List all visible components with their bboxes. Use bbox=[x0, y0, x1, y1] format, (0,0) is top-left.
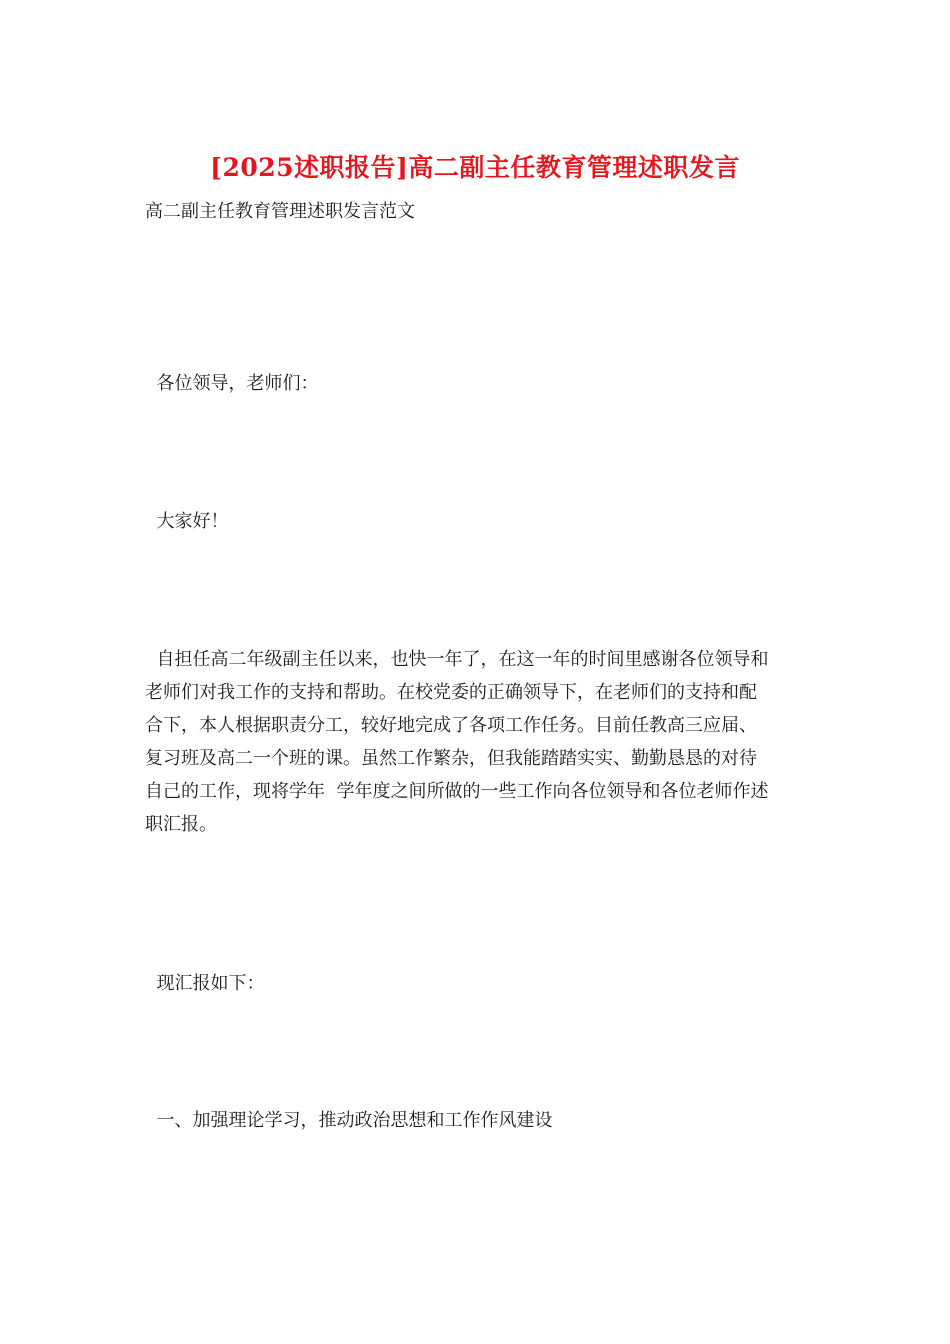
body-line: 职汇报。 bbox=[145, 814, 217, 835]
section-heading: 一、加强理论学习，推动政治思想和工作作风建设 bbox=[145, 1110, 553, 1131]
body-paragraph bbox=[145, 643, 810, 841]
body-line: 老师们对我工作的支持和帮助。在校党委的正确领导下，在老师们的支持和配 bbox=[145, 682, 757, 703]
greeting-paragraph: 各位领导，老师们： bbox=[145, 373, 319, 394]
body-line: 自担任高二年级副主任以来，也快一年了，在这一年的时间里感谢各位领导和 bbox=[145, 649, 769, 670]
document-title: [2025述职报告]高二副主任教育管理述职发言 bbox=[210, 153, 740, 182]
hello-paragraph: 大家好！ bbox=[145, 511, 229, 532]
body-line: 合下，本人根据职责分工，较好地完成了各项工作任务。目前任教高三应届、 bbox=[145, 715, 757, 736]
report-intro-paragraph: 现汇报如下： bbox=[145, 973, 265, 994]
body-line: 复习班及高二一个班的课。虽然工作繁杂，但我能踏踏实实、勤勤恳恳的对待 bbox=[145, 748, 757, 769]
body-line: 自己的工作，现将学年 学年度之间所做的一些工作向各位领导和各位老师作述 bbox=[145, 781, 769, 802]
document-subtitle: 高二副主任教育管理述职发言范文 bbox=[145, 201, 415, 222]
